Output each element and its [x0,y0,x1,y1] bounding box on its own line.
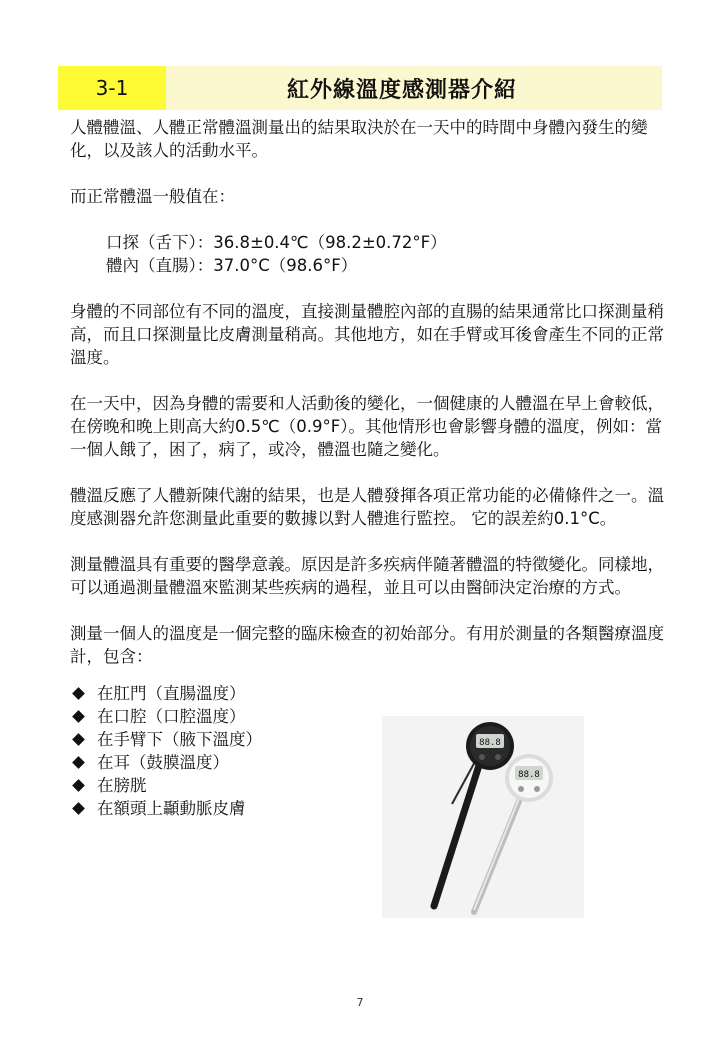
paragraph-normal-temp: 而正常體溫一般值在： [70,187,235,206]
diamond-bullet-icon [72,779,85,792]
diamond-bullet-icon [72,756,85,769]
section-header [58,66,662,110]
paragraph-daily-variation: 在一天中，因為身體的需要和人活動後的變化，一個健康的人體溫在早上會較低，在傍晚和晚上則高大約0.5℃（0.9°F）。其他情形也會影響身體的溫度，例如：當一個人餓了，困了，病了，或冷，體溫也隨之變化。 [70,394,664,459]
section-number: 3-1 [58,66,166,110]
list-item: 在肛門（直腸溫度） [70,682,670,705]
list-item: 在口腔（口腔溫度） [70,705,670,728]
page-number: 7 [356,996,364,1009]
thermometer-illustration [382,716,584,918]
diamond-bullet-icon [72,802,85,815]
black-thermometer-display: 88.8 [479,738,501,748]
list-item: 在手臂下（腋下溫度） [70,728,670,751]
diamond-bullet-icon [72,733,85,746]
section-title: 紅外線溫度感測器介紹 [286,77,517,103]
diamond-bullet-icon [72,710,85,723]
oral-temp-line: 口探（舌下）：36.8±0.4℃（98.2±0.72°F） [106,233,447,252]
paragraph-intro: 人體體溫、人體正常體溫測量出的結果取決於在一天中的時間中身體內發生的變化，以及該人的活動水平。 [70,118,648,160]
list-item: 在耳（鼓膜溫度） [70,751,670,774]
paragraph-medical-significance: 測量體溫具有重要的醫學意義。原因是許多疾病伴隨著體溫的特徵變化。同樣地，可以通過測量體溫來監測某些疾病的過程，並且可以由醫師決定治療的方式。 [70,555,664,597]
thermometer-photo [382,716,584,918]
list-item: 在膀胱 [70,774,670,797]
diamond-bullet-icon [72,687,85,700]
white-thermometer-display: 88.8 [518,770,540,780]
body-text [70,116,670,820]
paragraph-body-parts: 身體的不同部位有不同的溫度，直接測量體腔內部的直腸的結果通常比口探測量稍高，而且口探測量比皮膚測量稍高。其他地方，如在手臂或耳後會產生不同的正常溫度。 [70,302,664,367]
paragraph-metabolism: 體溫反應了人體新陳代謝的結果，也是人體發揮各項正常功能的必備條件之一。溫度感測器允許您測量此重要的數據以對人體進行監控。 它的誤差約0.1°C。 [70,486,664,528]
list-item: 在額頭上顳動脈皮膚 [70,797,670,820]
rectal-temp-line: 體內（直腸）：37.0°C（98.6°F） [106,256,358,275]
paragraph-thermometer-types: 測量一個人的溫度是一個完整的臨床檢查的初始部分。有用於測量的各類醫療溫度計，包含： [70,624,664,666]
